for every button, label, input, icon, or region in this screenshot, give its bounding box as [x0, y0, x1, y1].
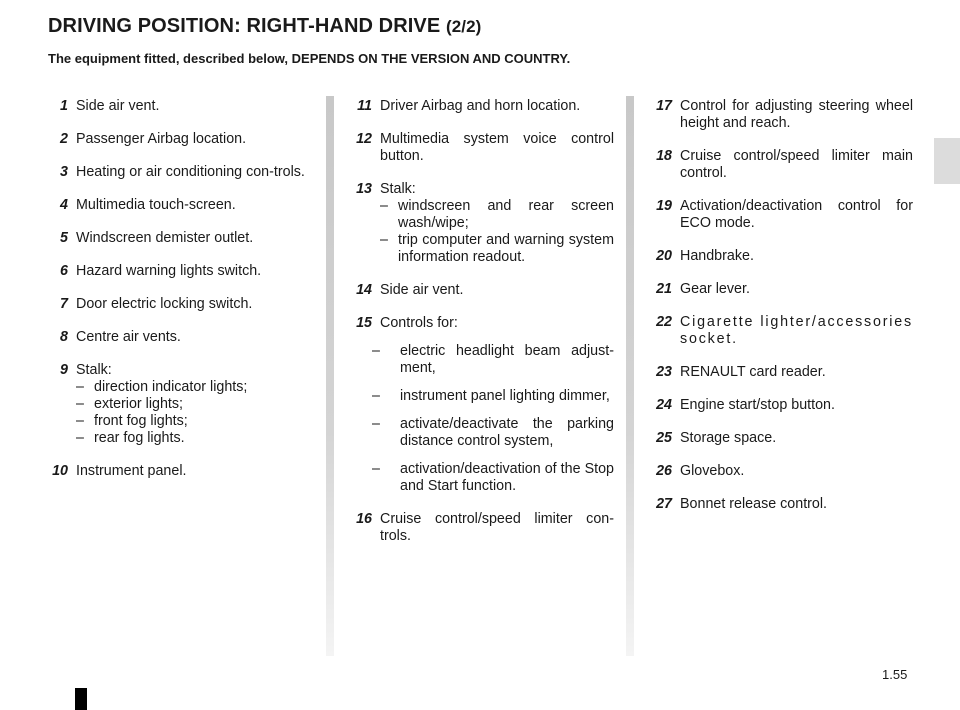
item-text: Stalk: [76, 362, 112, 378]
item-text: Engine start/stop button. [680, 397, 835, 413]
item-text: Activation/deactivation control for ECO mode. [680, 198, 913, 231]
item-number: 21 [656, 281, 672, 297]
item-number: 25 [656, 430, 672, 446]
legend-item-26 [650, 463, 913, 480]
sub-item: – trip computer and warning system information readout. [380, 232, 614, 265]
legend-item-8 [48, 329, 310, 346]
item-text: Controls for: [380, 315, 458, 331]
legend-item-21 [650, 281, 913, 298]
item-number: 24 [656, 397, 672, 413]
item-body [372, 181, 614, 266]
column-divider-right [626, 96, 634, 656]
item-text: Control for adjusting steering wheel height and reach. [680, 98, 913, 131]
legend-item-13 [350, 181, 614, 266]
column-divider-left [326, 96, 334, 656]
item-text: Door electric locking switch. [76, 296, 253, 312]
page-title [48, 15, 481, 38]
item-text: Bonnet release control. [680, 496, 828, 512]
crop-mark [75, 688, 87, 710]
legend-item-17 [650, 98, 913, 132]
item-number: 2 [60, 131, 68, 147]
item-text: Centre air vents. [76, 329, 181, 345]
legend-item-19 [650, 198, 913, 232]
item-text: Side air vent. [380, 282, 464, 298]
sub-item: – rear fog lights. [76, 430, 185, 446]
legend-item-9 [48, 362, 310, 447]
item-number: 4 [60, 197, 68, 213]
item-body [372, 315, 614, 495]
legend-item-1 [48, 98, 310, 115]
item-text: Hazard warning lights switch. [76, 263, 262, 279]
legend-item-16 [350, 511, 614, 545]
item-number: 22 [656, 314, 672, 330]
legend-item-11 [350, 98, 614, 115]
item-number: 26 [656, 463, 672, 479]
item-number: 19 [656, 198, 672, 214]
sub-item: – front fog lights; [76, 413, 188, 429]
item-text: Cruise control/speed limiter con-trols. [380, 511, 614, 544]
item-text: Windscreen demister outlet. [76, 230, 254, 246]
legend-column-1 [48, 98, 310, 496]
item-number: 6 [60, 263, 68, 279]
item-text: Multimedia touch-screen. [76, 197, 236, 213]
item-text: Cruise control/speed limiter main control. [680, 148, 913, 181]
legend-item-4 [48, 197, 310, 214]
item-number: 14 [356, 282, 372, 298]
item-number: 5 [60, 230, 68, 246]
page-subtitle: The equipment fitted, described below, DEPENDS ON THE VERSION AND COUNTRY. [48, 51, 571, 66]
item-number: 20 [656, 248, 672, 264]
item-text: Glovebox. [680, 463, 745, 479]
legend-item-2 [48, 131, 310, 148]
legend-item-25 [650, 430, 913, 447]
item-number: 23 [656, 364, 672, 380]
legend-item-14 [350, 282, 614, 299]
legend-item-27 [650, 496, 913, 513]
sub-item: – exterior lights; [76, 396, 183, 412]
item-number: 8 [60, 329, 68, 345]
legend-item-6 [48, 263, 310, 280]
sub-list [380, 198, 614, 266]
legend-item-22 [650, 314, 913, 348]
item-text: Multimedia system voice control button. [380, 131, 614, 164]
item-number: 7 [60, 296, 68, 312]
item-number: 15 [356, 315, 372, 331]
item-number: 9 [60, 362, 68, 378]
sub-list [358, 343, 614, 495]
item-text: Driver Airbag and horn location. [380, 98, 581, 114]
item-text: RENAULT card reader. [680, 364, 826, 380]
item-text: Storage space. [680, 430, 777, 446]
sub-list [76, 379, 310, 447]
item-number: 11 [357, 98, 372, 114]
item-text: Handbrake. [680, 248, 754, 264]
item-text: Cigarette lighter/accessories socket. [680, 314, 913, 347]
legend-item-5 [48, 230, 310, 247]
legend-item-18 [650, 148, 913, 182]
item-text: Stalk: [380, 181, 416, 197]
item-body [68, 362, 310, 447]
item-text: Instrument panel. [76, 463, 187, 479]
legend-item-3 [48, 164, 310, 181]
item-text: Passenger Airbag location. [76, 131, 247, 147]
legend-item-10 [48, 463, 310, 480]
sub-item: – activation/deactivation of the Stop and Start function. [372, 461, 614, 494]
item-number: 27 [656, 496, 672, 512]
sub-item: – instrument panel lighting dimmer, [372, 388, 610, 404]
legend-item-7 [48, 296, 310, 313]
legend-column-3 [650, 98, 913, 529]
sub-item: – windscreen and rear screen wash/wipe; [380, 198, 614, 231]
item-text: Gear lever. [680, 281, 750, 297]
item-text: Side air vent. [76, 98, 160, 114]
item-number: 13 [356, 181, 372, 197]
legend-column-2 [350, 98, 614, 561]
sub-item: – electric headlight beam adjust-ment, [372, 343, 614, 376]
legend-item-23 [650, 364, 913, 381]
legend-item-20 [650, 248, 913, 265]
item-number: 1 [60, 98, 68, 114]
page-number: 1.55 [882, 667, 908, 682]
title-part: (2/2) [445, 17, 482, 36]
item-number: 10 [52, 463, 68, 479]
item-text: Heating or air conditioning con-trols. [76, 164, 305, 180]
item-number: 12 [356, 131, 372, 147]
sub-item: – activate/deactivate the parking distance control system, [372, 416, 614, 449]
legend-item-12 [350, 131, 614, 165]
item-number: 17 [656, 98, 672, 114]
section-tab-marker [934, 138, 960, 184]
legend-item-15 [350, 315, 614, 495]
legend-item-24 [650, 397, 913, 414]
item-number: 3 [60, 164, 68, 180]
sub-item: – direction indicator lights; [76, 379, 248, 395]
item-number: 16 [356, 511, 372, 527]
item-number: 18 [656, 148, 672, 164]
title-text: DRIVING POSITION: RIGHT-HAND DRIVE [48, 15, 441, 37]
